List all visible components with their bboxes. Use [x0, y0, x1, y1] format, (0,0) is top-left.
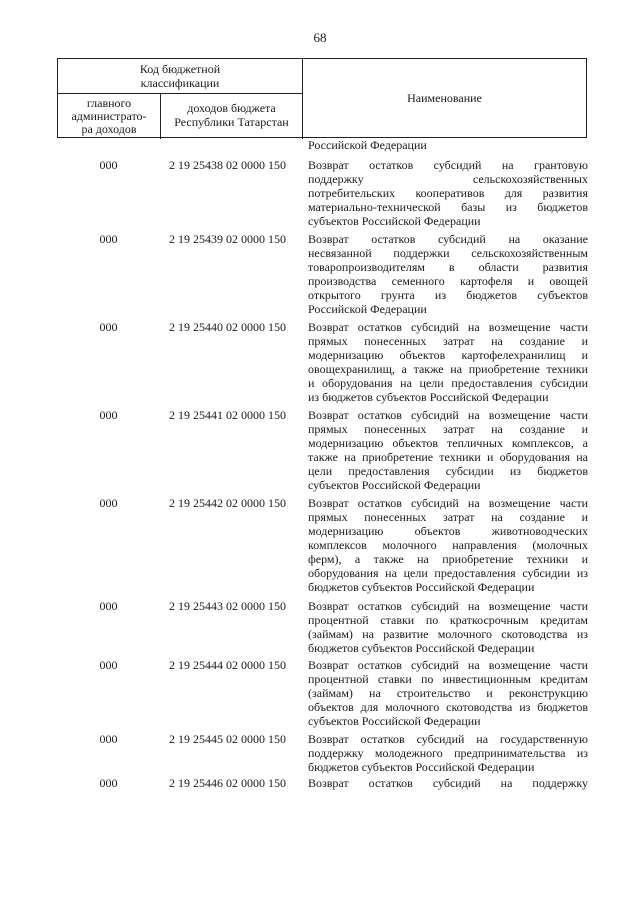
admin-code: 000 [99, 599, 118, 613]
income-name-line: Возврат остатков субсидий на оказание [308, 232, 588, 246]
income-name [308, 496, 588, 594]
income-name-line: цели предоставления субсидии из бюджетов [308, 464, 588, 478]
income-name-line: несвязанной поддержки сельскохозяйственным [308, 246, 588, 260]
admin-code: 000 [99, 158, 118, 172]
admin-code: 000 [99, 658, 118, 672]
income-name-line: процентной ставки по инвестиционным кредитам [308, 672, 588, 686]
income-name [308, 658, 588, 728]
income-name-line: объектов для молочного скотоводства из бюджетов [308, 700, 588, 714]
budget-classification-code: 2 19 25444 02 0000 150 [169, 658, 286, 672]
income-name-line: ферм), а также на приобретение техники и [308, 552, 588, 566]
income-name-line: Возврат остатков субсидий на поддержку [308, 776, 588, 790]
income-name-line: Российской Федерации [308, 302, 427, 316]
budget-classification-code: 2 19 25442 02 0000 150 [169, 496, 286, 510]
header-name: Наименование [407, 90, 482, 105]
income-name-line: также на приобретение техники и оборудования на [308, 450, 588, 464]
income-name-line: Возврат остатков субсидий на возмещение части [308, 320, 588, 334]
income-name-line: Возврат остатков субсидий на грантовую [308, 158, 588, 172]
income-name-line: Возврат остатков субсидий на государственную [308, 732, 588, 746]
header-admin-line: главного [86, 96, 132, 110]
page-number: 68 [313, 30, 327, 45]
income-name [308, 158, 588, 228]
admin-code: 000 [99, 732, 118, 746]
budget-classification-code: 2 19 25440 02 0000 150 [169, 320, 286, 334]
header-chief-administrator [58, 94, 161, 139]
budget-classification-code: 2 19 25438 02 0000 150 [169, 158, 286, 172]
income-name-line: товаропроизводителям в области развития [308, 260, 588, 274]
header-admin-line: ра доходов [81, 122, 137, 136]
admin-code: 000 [99, 776, 118, 790]
income-name-line: (займам) на строительство и реконструкцию [308, 686, 588, 700]
income-name-line: бюджетов субъектов Российской Федерации [308, 641, 535, 655]
income-name-line: Возврат остатков субсидий на возмещение части [308, 496, 588, 510]
income-name-line: оборудования на цели предоставления субсидии из [308, 566, 588, 580]
admin-code: 000 [99, 320, 118, 334]
income-name-line: производства семенного картофеля и овощей [308, 274, 588, 288]
income-name-line: бюджетов субъектов Российской Федерации [308, 760, 535, 774]
income-name [308, 732, 588, 774]
income-name-line: комплексов молочного направления (молочных [308, 538, 588, 552]
income-name-line: и оборудования на цели предоставления субсидии [308, 376, 588, 390]
admin-code: 000 [99, 408, 118, 422]
budget-classification-code: 2 19 25441 02 0000 150 [169, 408, 286, 422]
header-income-line: доходов бюджета [187, 101, 276, 115]
income-name-line: модернизацию объектов тепличных комплексов, а [308, 436, 588, 450]
header-budget-income [161, 94, 303, 139]
income-name [308, 776, 588, 790]
header-budget-code-line: Код бюджетной [139, 62, 221, 76]
income-name-line: Возврат остатков субсидий на возмещение части [308, 658, 588, 672]
header-admin-line: администрато- [71, 109, 147, 123]
income-name-line: модернизацию объектов картофелехранилищ и [308, 348, 588, 362]
income-name-line: открытого грунта из бюджетов субъектов [308, 288, 588, 302]
income-name-line: (займам) на развитие молочного скотоводства из [308, 627, 588, 641]
income-name-line: прямых понесенных затрат на создание и [308, 510, 588, 524]
income-name-line: модернизацию объектов животноводческих [308, 524, 588, 538]
table-header [57, 58, 587, 138]
continuation-text: Российской Федерации [308, 138, 427, 152]
income-name-line: из бюджетов субъектов Российской Федерации [308, 390, 549, 404]
income-name-line: Возврат остатков субсидий на возмещение части [308, 408, 588, 422]
admin-code: 000 [99, 496, 118, 510]
income-name-line: субъектов Российской Федерации [308, 714, 481, 728]
admin-code: 000 [99, 232, 118, 246]
income-name-line: процентной ставки по краткосрочным кредитам [308, 613, 588, 627]
income-name-line: субъектов Российской Федерации [308, 214, 481, 228]
income-name-line: потребительских кооперативов для развития [308, 186, 588, 200]
income-name-line: бюджетов субъектов Российской Федерации [308, 580, 535, 594]
budget-classification-code: 2 19 25439 02 0000 150 [169, 232, 286, 246]
budget-classification-code: 2 19 25446 02 0000 150 [169, 776, 286, 790]
income-name-line: Возврат остатков субсидий на возмещение части [308, 599, 588, 613]
header-budget-code [58, 59, 303, 94]
header-budget-code-line: классификации [140, 76, 220, 90]
income-name [308, 232, 588, 316]
income-name-line: поддержку сельскохозяйственных [308, 172, 588, 186]
income-name-line: прямых понесенных затрат на создание и [308, 334, 588, 348]
income-name-line: материально-технической базы из бюджетов [308, 200, 588, 214]
budget-classification-code: 2 19 25443 02 0000 150 [169, 599, 286, 613]
income-name-line: прямых понесенных затрат на создание и [308, 422, 588, 436]
budget-classification-code: 2 19 25445 02 0000 150 [169, 732, 286, 746]
income-name-line: субъектов Российской Федерации [308, 478, 481, 492]
header-income-line: Республики Татарстан [174, 115, 289, 129]
income-name-line: овощехранилищ, а также на приобретение техники [308, 362, 588, 376]
income-name [308, 320, 588, 404]
income-name [308, 599, 588, 655]
income-name [308, 408, 588, 492]
income-name-line: поддержку молодежного предпринимательства из [308, 746, 588, 760]
